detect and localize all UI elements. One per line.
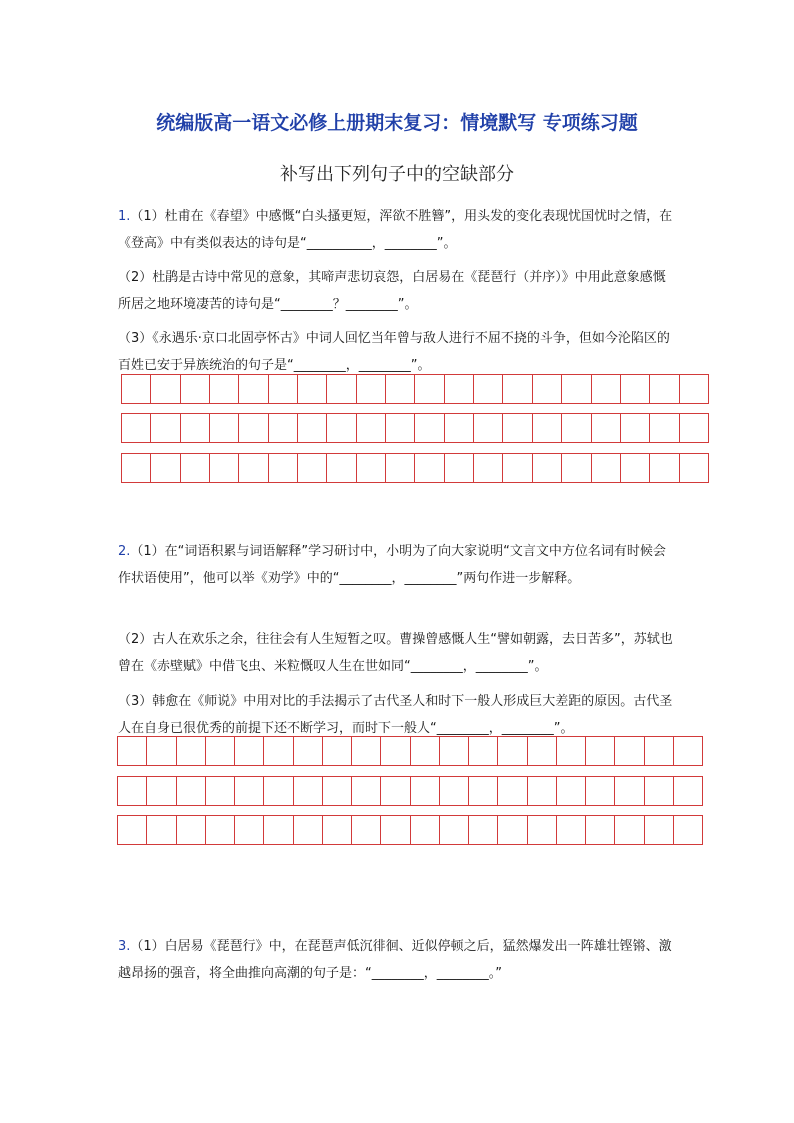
answer-grid-cell[interactable]: [385, 413, 415, 443]
answer-grid-cell[interactable]: [439, 736, 469, 766]
answer-grid-cell[interactable]: [561, 453, 591, 483]
answer-grid-cell[interactable]: [238, 413, 268, 443]
answer-grid-cell[interactable]: [351, 815, 381, 845]
answer-grid-cell[interactable]: [468, 736, 498, 766]
answer-grid-cell[interactable]: [322, 815, 352, 845]
answer-grid-cell[interactable]: [673, 815, 703, 845]
question-text: （1）白居易《琵琶行》中，在琵琶声低沉徘徊、近似停顿之后，猛然爆发出一阵雄壮铿锵、激越昂扬的强音，将全曲推向高潮的句子是：“________，________。”: [118, 939, 672, 981]
answer-grid-cell[interactable]: [293, 815, 323, 845]
answer-grid-cell[interactable]: [468, 776, 498, 806]
answer-grid-cell[interactable]: [356, 374, 386, 404]
answer-grid-cell[interactable]: [439, 815, 469, 845]
answer-grid-row[interactable]: [121, 453, 708, 483]
answer-grid-cell[interactable]: [614, 736, 644, 766]
answer-grid-cell[interactable]: [322, 776, 352, 806]
answer-grid-cell[interactable]: [385, 374, 415, 404]
answer-grid-cell[interactable]: [532, 413, 562, 443]
answer-grid-cell[interactable]: [268, 374, 298, 404]
answer-grid-cell[interactable]: [326, 374, 356, 404]
answer-grid-cell[interactable]: [644, 815, 674, 845]
answer-grid-cell[interactable]: [205, 736, 235, 766]
answer-grid-cell[interactable]: [527, 776, 557, 806]
answer-grid-cell[interactable]: [121, 453, 151, 483]
answer-grid-cell[interactable]: [532, 453, 562, 483]
answer-grid-cell[interactable]: [644, 776, 674, 806]
answer-grid-cell[interactable]: [263, 736, 293, 766]
answer-grid-cell[interactable]: [117, 736, 147, 766]
answer-grid-cell[interactable]: [356, 413, 386, 443]
answer-grid-cell[interactable]: [444, 413, 474, 443]
answer-grid-cell[interactable]: [556, 815, 586, 845]
answer-grid-cell[interactable]: [502, 374, 532, 404]
answer-grid-cell[interactable]: [620, 374, 650, 404]
answer-grid-cell[interactable]: [502, 413, 532, 443]
answer-grid-cell[interactable]: [117, 815, 147, 845]
answer-grid-cell[interactable]: [473, 453, 503, 483]
answer-grid-cell[interactable]: [209, 374, 239, 404]
answer-grid-cell[interactable]: [268, 453, 298, 483]
answer-grid-cell[interactable]: [497, 736, 527, 766]
answer-grid-cell[interactable]: [238, 374, 268, 404]
answer-grid-cell[interactable]: [614, 776, 644, 806]
answer-grid-cell[interactable]: [121, 413, 151, 443]
answer-grid-cell[interactable]: [326, 453, 356, 483]
answer-grid-cell[interactable]: [444, 453, 474, 483]
answer-grid-cell[interactable]: [473, 413, 503, 443]
answer-grid-cell[interactable]: [673, 736, 703, 766]
answer-grid-cell[interactable]: [410, 736, 440, 766]
answer-grid-cell[interactable]: [146, 776, 176, 806]
question-2-part-2: （2）古人在欢乐之余，往往会有人生短暂之叹。曹操曾感慨人生“譬如朝露，去日苦多”，苏轼也曾在《赤壁赋》中借飞虫、米粒慨叹人生在世如同“________，________”。: [118, 632, 673, 674]
answer-grid-cell[interactable]: [176, 815, 206, 845]
answer-grid-cell[interactable]: [591, 453, 621, 483]
answer-grid-cell[interactable]: [297, 413, 327, 443]
answer-grid-cell[interactable]: [585, 776, 615, 806]
answer-grid-cell[interactable]: [502, 453, 532, 483]
section-subtitle: 补写出下列句子中的空缺部分: [280, 164, 514, 185]
answer-grid-cell[interactable]: [497, 815, 527, 845]
answer-grid-cell[interactable]: [209, 413, 239, 443]
answer-grid-cell[interactable]: [591, 413, 621, 443]
answer-grid-cell[interactable]: [146, 815, 176, 845]
answer-grid-cell[interactable]: [679, 453, 709, 483]
answer-grid-cell[interactable]: [497, 776, 527, 806]
answer-grid-cell[interactable]: [263, 776, 293, 806]
answer-grid-cell[interactable]: [414, 453, 444, 483]
answer-grid-cell[interactable]: [649, 413, 679, 443]
answer-grid-cell[interactable]: [293, 776, 323, 806]
answer-grid-cell[interactable]: [561, 374, 591, 404]
question-number: 1.: [118, 209, 131, 224]
answer-grid-cell[interactable]: [150, 413, 180, 443]
answer-grid-row[interactable]: [121, 413, 708, 443]
answer-grid-cell[interactable]: [527, 736, 557, 766]
answer-grid-cell[interactable]: [326, 413, 356, 443]
answer-grid-cell[interactable]: [234, 776, 264, 806]
answer-grid-cell[interactable]: [117, 776, 147, 806]
answer-grid-cell[interactable]: [297, 453, 327, 483]
answer-grid-cell[interactable]: [410, 776, 440, 806]
answer-grid-cell[interactable]: [556, 736, 586, 766]
answer-grid-row[interactable]: [117, 776, 702, 806]
question-number: 2.: [118, 544, 131, 559]
answer-grid-cell[interactable]: [591, 374, 621, 404]
answer-grid-cell[interactable]: [380, 736, 410, 766]
answer-grid-cell[interactable]: [268, 413, 298, 443]
answer-grid-cell[interactable]: [121, 374, 151, 404]
answer-grid-cell[interactable]: [176, 736, 206, 766]
question-2-part-3: （3）韩愈在《师说》中用对比的手法揭示了古代圣人和时下一般人形成巨大差距的原因。古代圣人在自身已很优秀的前提下还不断学习，而时下一般人“________，________”。: [118, 694, 673, 736]
answer-grid-cell[interactable]: [293, 736, 323, 766]
question-1-part-3: （3）《永遇乐·京口北固亭怀古》中词人回忆当年曾与敌人进行不屈不挠的斗争，但如今沦陷区的百姓已安于异族统治的句子是“________，________”。: [118, 331, 670, 373]
question-1-part-2: （2）杜鹃是古诗中常见的意象，其啼声悲切哀怨，白居易在《琵琶行（并序）》中用此意象感慨所居之地环境凄苦的诗句是“________？________”。: [118, 270, 666, 312]
answer-grid-cell[interactable]: [644, 736, 674, 766]
answer-grid-cell[interactable]: [385, 453, 415, 483]
answer-grid-cell[interactable]: [649, 374, 679, 404]
answer-grid-cell[interactable]: [414, 413, 444, 443]
answer-grid-cell[interactable]: [556, 776, 586, 806]
answer-grid-cell[interactable]: [351, 736, 381, 766]
answer-grid-cell[interactable]: [205, 776, 235, 806]
answer-grid-cell[interactable]: [180, 413, 210, 443]
answer-grid-cell[interactable]: [585, 815, 615, 845]
page-title: 统编版高一语文必修上册期末复习：情境默写 专项练习题: [156, 112, 638, 134]
question-3-part-1: [118, 933, 678, 987]
question-2-part-1: [118, 538, 678, 592]
answer-grid-cell[interactable]: [234, 736, 264, 766]
answer-grid-cell[interactable]: [380, 776, 410, 806]
answer-grid-cell[interactable]: [150, 374, 180, 404]
answer-grid-cell[interactable]: [297, 374, 327, 404]
answer-grid-cell[interactable]: [238, 453, 268, 483]
answer-grid-cell[interactable]: [439, 776, 469, 806]
answer-grid-cell[interactable]: [614, 815, 644, 845]
answer-grid-cell[interactable]: [673, 776, 703, 806]
answer-grid-cell[interactable]: [209, 453, 239, 483]
answer-grid-cell[interactable]: [380, 815, 410, 845]
answer-grid-cell[interactable]: [532, 374, 562, 404]
answer-grid-cell[interactable]: [150, 453, 180, 483]
answer-grid-row[interactable]: [117, 736, 702, 766]
answer-grid-cell[interactable]: [679, 413, 709, 443]
answer-grid-cell[interactable]: [234, 815, 264, 845]
answer-grid-cell[interactable]: [410, 815, 440, 845]
answer-grid-cell[interactable]: [205, 815, 235, 845]
answer-grid-cell[interactable]: [620, 453, 650, 483]
question-text: （1）在“词语积累与词语解释”学习研讨中，小明为了向大家说明“文言文中方位名词有时候会作状语使用”，他可以举《劝学》中的“________，________”两句作进一步解释。: [118, 544, 666, 586]
answer-grid-cell[interactable]: [263, 815, 293, 845]
answer-grid-cell[interactable]: [527, 815, 557, 845]
answer-grid-cell[interactable]: [414, 374, 444, 404]
answer-grid-cell[interactable]: [180, 374, 210, 404]
answer-grid-row[interactable]: [121, 374, 708, 404]
answer-grid-cell[interactable]: [176, 776, 206, 806]
answer-grid-cell[interactable]: [649, 453, 679, 483]
answer-grid-cell[interactable]: [620, 413, 650, 443]
answer-grid-cell[interactable]: [473, 374, 503, 404]
answer-grid-cell[interactable]: [561, 413, 591, 443]
answer-grid-row[interactable]: [117, 815, 702, 845]
answer-grid-cell[interactable]: [468, 815, 498, 845]
question-number: 3.: [118, 939, 131, 954]
answer-grid-cell[interactable]: [351, 776, 381, 806]
answer-grid-cell[interactable]: [356, 453, 386, 483]
answer-grid-cell[interactable]: [444, 374, 474, 404]
answer-grid-cell[interactable]: [585, 736, 615, 766]
answer-grid-cell[interactable]: [322, 736, 352, 766]
answer-grid-cell[interactable]: [146, 736, 176, 766]
answer-grid-cell[interactable]: [180, 453, 210, 483]
answer-grid-cell[interactable]: [679, 374, 709, 404]
question-1-part-1: [118, 203, 678, 257]
question-text: （1）杜甫在《春望》中感慨“白头搔更短，浑欲不胜簪”，用头发的变化表现忧国忧时之情，在《登高》中有类似表达的诗句是“__________，________”。: [118, 209, 673, 251]
